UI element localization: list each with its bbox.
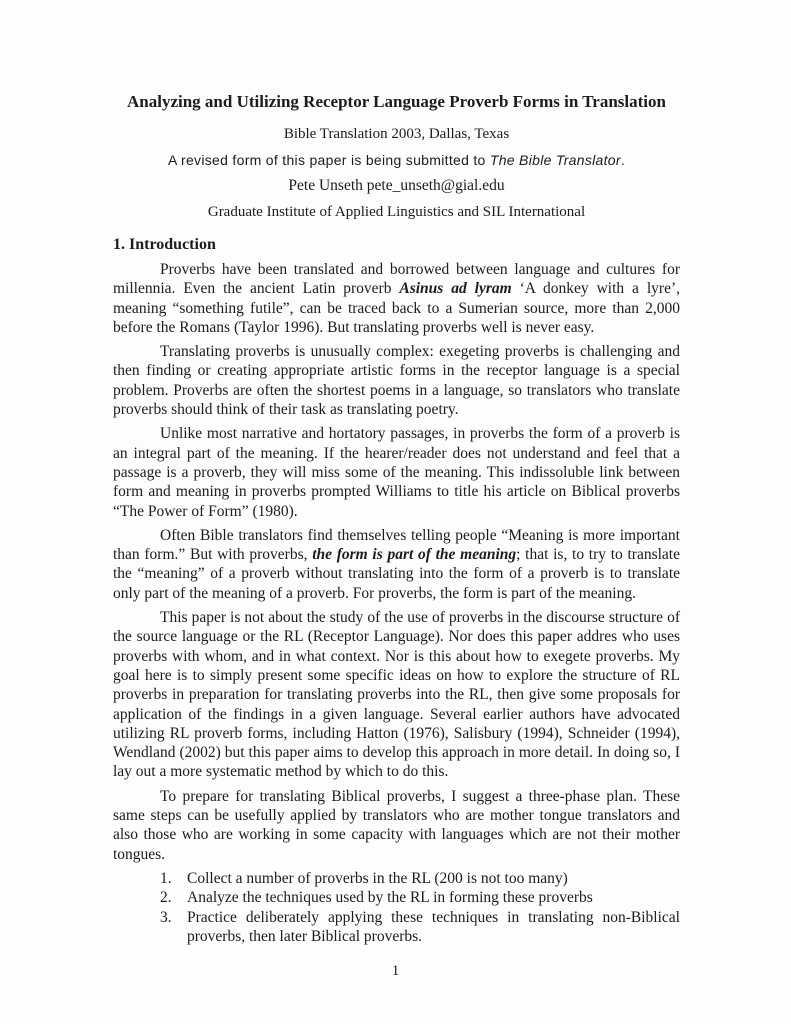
list-item: [160, 869, 680, 888]
numbered-list: [160, 869, 680, 946]
submission-note-suffix: .: [620, 152, 626, 168]
page-number: 1: [391, 963, 400, 979]
list-item: [160, 888, 680, 907]
paragraph: Proverbs have been translated and borrowed between language and cultures for millennia. Even the ancient Latin proverb Asinus ad lyram ‘A donkey with a lyre’, meaning “something futile”, can be traced back to a Sumerian source, more than 2,000 before the Romans (Taylor 1996). But translating proverbs well is never easy.: [113, 261, 680, 336]
paragraph: Often Bible translators find themselves telling people “Meaning is more important than form.” But with proverbs, the form is part of the meaning; that is, to try to translate the “meaning” of a proverb without translating into the form of a proverb is to translate only part of the meaning of a proverb. For proverbs, the form is part of the meaning.: [113, 526, 680, 602]
submission-note: [113, 151, 680, 169]
list-item-text: Practice deliberately applying these techniques in translating non-Biblical proverbs, then later Biblical proverbs.: [187, 908, 680, 945]
list-item-number: 2.: [160, 889, 172, 907]
list-item: [160, 908, 680, 947]
conference-line: Bible Translation 2003, Dallas, Texas: [283, 126, 510, 142]
journal-name: The Bible Translator: [489, 152, 621, 168]
author-line: Pete Unseth pete_unseth@gial.edu: [288, 177, 505, 194]
paper-header: [113, 92, 680, 221]
paragraph: To prepare for translating Biblical proverbs, I suggest a three-phase plan. These same steps can be usefully applied by translators who are mother tongue translators and also those who are working in some capacity with languages which are not their mother tongues.: [113, 787, 680, 863]
introduction-section: [113, 235, 680, 946]
affiliation-line: Graduate Institute of Applied Linguistics and SIL International: [207, 204, 586, 220]
submission-note-prefix: A revised form of this paper is being submitted to: [167, 152, 490, 168]
list-item-text: Analyze the techniques used by the RL in forming these proverbs: [187, 889, 593, 907]
paragraph: This paper is not about the study of the use of proverbs in the discourse structure of the source language or the RL (Receptor Language). Nor does this paper addres who uses proverbs with whom, and in what context. Nor is this about how to exegete proverbs. My goal here is to simply present some specific ideas on how to explore the structure of RL proverbs in preparation for translating proverbs into the RL, then give some proposals for application of the findings in a given language. Several earlier authors have advocated utilizing RL proverb forms, including Hatton (1976), Salisbury (1994), Schneider (1994), Wendland (2002) but this paper aims to develop this approach in more detail. In doing so, I lay out a more systematic method by which to do this.: [113, 609, 680, 781]
page-footer: [0, 962, 791, 980]
paragraph: Unlike most narrative and hortatory passages, in proverbs the form of a proverb is an integral part of the meaning. If the hearer/reader does not understand and feel that a passage is a proverb, they will miss some of the meaning. This indissoluble link between form and meaning in proverbs prompted Williams to title his article on Biblical proverbs “The Power of Form” (1980).: [113, 425, 680, 520]
list-item-number: 3.: [160, 908, 172, 926]
list-item-number: 1.: [160, 869, 172, 887]
paragraph: Translating proverbs is unusually complex: exegeting proverbs is challenging and then finding or creating appropriate artistic forms in the receptor language is a special problem. Proverbs are often the shortest poems in a language, so translators who translate proverbs should think of their task as translating poetry.: [113, 343, 680, 419]
list-item-text: Collect a number of proverbs in the RL (200 is not too many): [187, 869, 568, 887]
section-heading: 1. Introduction: [113, 236, 216, 253]
paper-title: Analyzing and Utilizing Receptor Language Proverb Forms in Translation: [127, 92, 666, 111]
